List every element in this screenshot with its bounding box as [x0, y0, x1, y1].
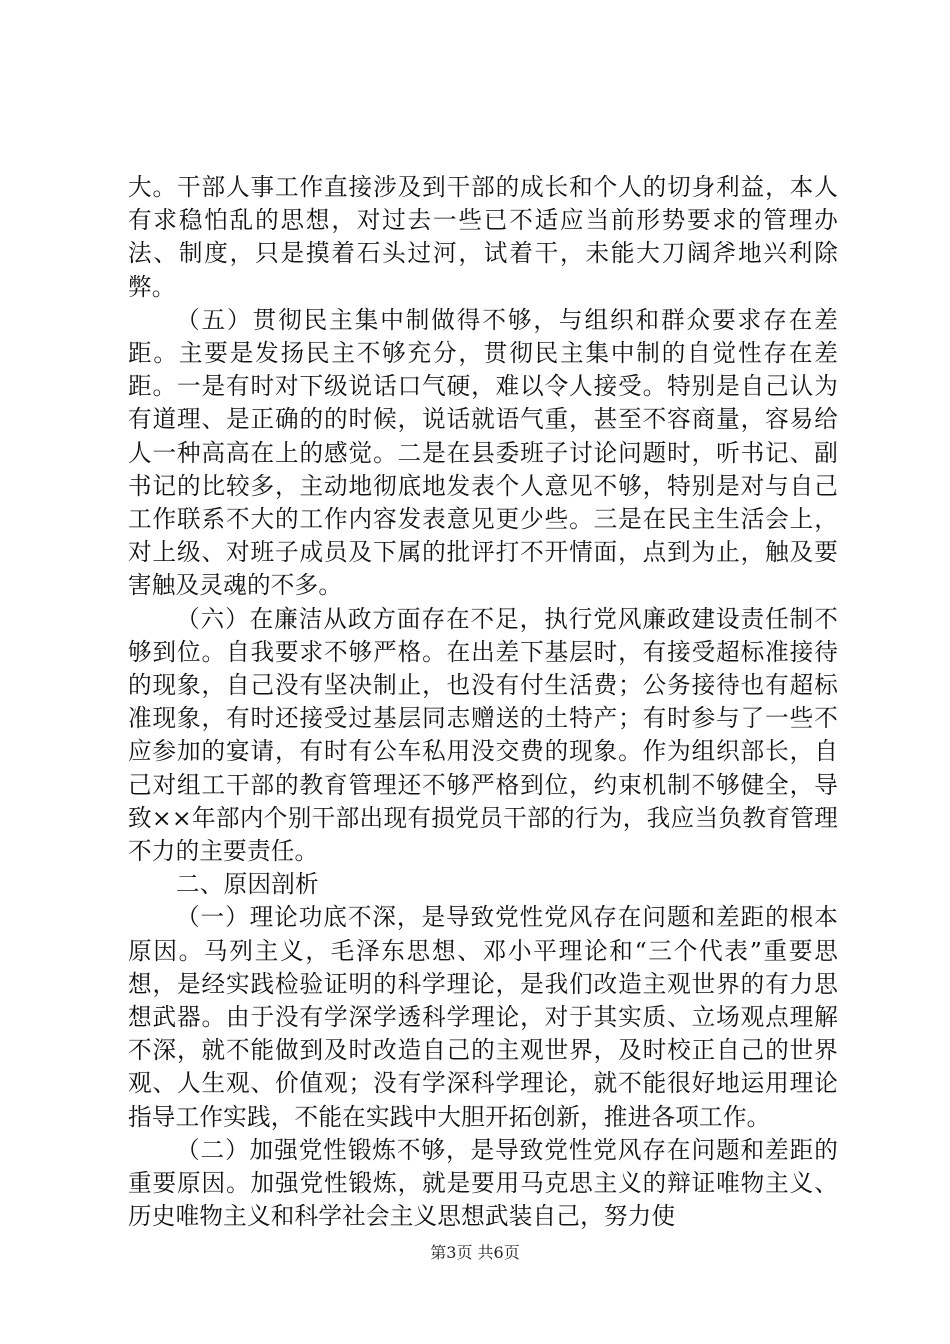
paragraph-cause-2: （二）加强党性锻炼不够，是导致党性党风存在问题和差距的重要原因。加强党性锻炼，就是要用马克思主义的辩证唯物主义、历史唯物主义和科学社会主义思想武装自己，努力使	[128, 1135, 838, 1231]
paragraph-section-6: （六）在廉洁从政方面存在不足，执行党风廉政建设责任制不够到位。自我要求不够严格。在出差下基层时，有接受超标准接待的现象，自己没有坚决制止，也没有付生活费；公务接待也有超标准现象，有时还接受过基层同志赠送的土特产；有时参与了一些不应参加的宴请，有时有公车私用没交费的现象。作为组织部长，自己对组工干部的教育管理还不够严格到位，约束机制不够健全，导致××年部内个别干部出现有损党员干部的行为，我应当负教育管理不力的主要责任。	[128, 604, 838, 866]
section-heading-cause-analysis: 二、原因剖析	[176, 870, 319, 899]
paragraph-cause-1: （一）理论功底不深，是导致党性党风存在问题和差距的根本原因。马列主义，毛泽东思想、邓小平理论和“三个代表”重要思想，是经实践检验证明的科学理论，是我们改造主观世界的有力思想武器。由于没有学深学透科学理论，对于其实质、立场观点理解不深，就不能做到及时改造自己的主观世界，及时校正自己的世界观、人生观、价值观；没有学深科学理论，就不能很好地运用理论指导工作实践，不能在实践中大胆开拓创新，推进各项工作。	[128, 903, 838, 1131]
paragraph-continuation: 大。干部人事工作直接涉及到干部的成长和个人的切身利益，本人有求稳怕乱的思想，对过去一些已不适应当前形势要求的管理办法、制度，只是摸着石头过河，试着干，未能大刀阔斧地兴利除弊。	[128, 173, 838, 301]
document-body	[128, 171, 838, 1234]
page-footer: 第3页 共6页	[430, 1243, 520, 1262]
paragraph-section-5: （五）贯彻民主集中制做得不够，与组织和群众要求存在差距。主要是发扬民主不够充分，贯彻民主集中制的自觉性存在差距。一是有时对下级说话口气硬，难以令人接受。特别是自己认为有道理、是正确的的时候，说话就语气重，甚至不容商量，容易给人一种高高在上的感觉。二是在县委班子讨论问题时，听书记、副书记的比较多，主动地彻底地发表个人意见不够，特别是对与自己工作联系不大的工作内容发表意见更少些。三是在民主生活会上，对上级、对班子成员及下属的批评打不开情面，点到为止，触及要害触及灵魂的不多。	[128, 305, 838, 600]
